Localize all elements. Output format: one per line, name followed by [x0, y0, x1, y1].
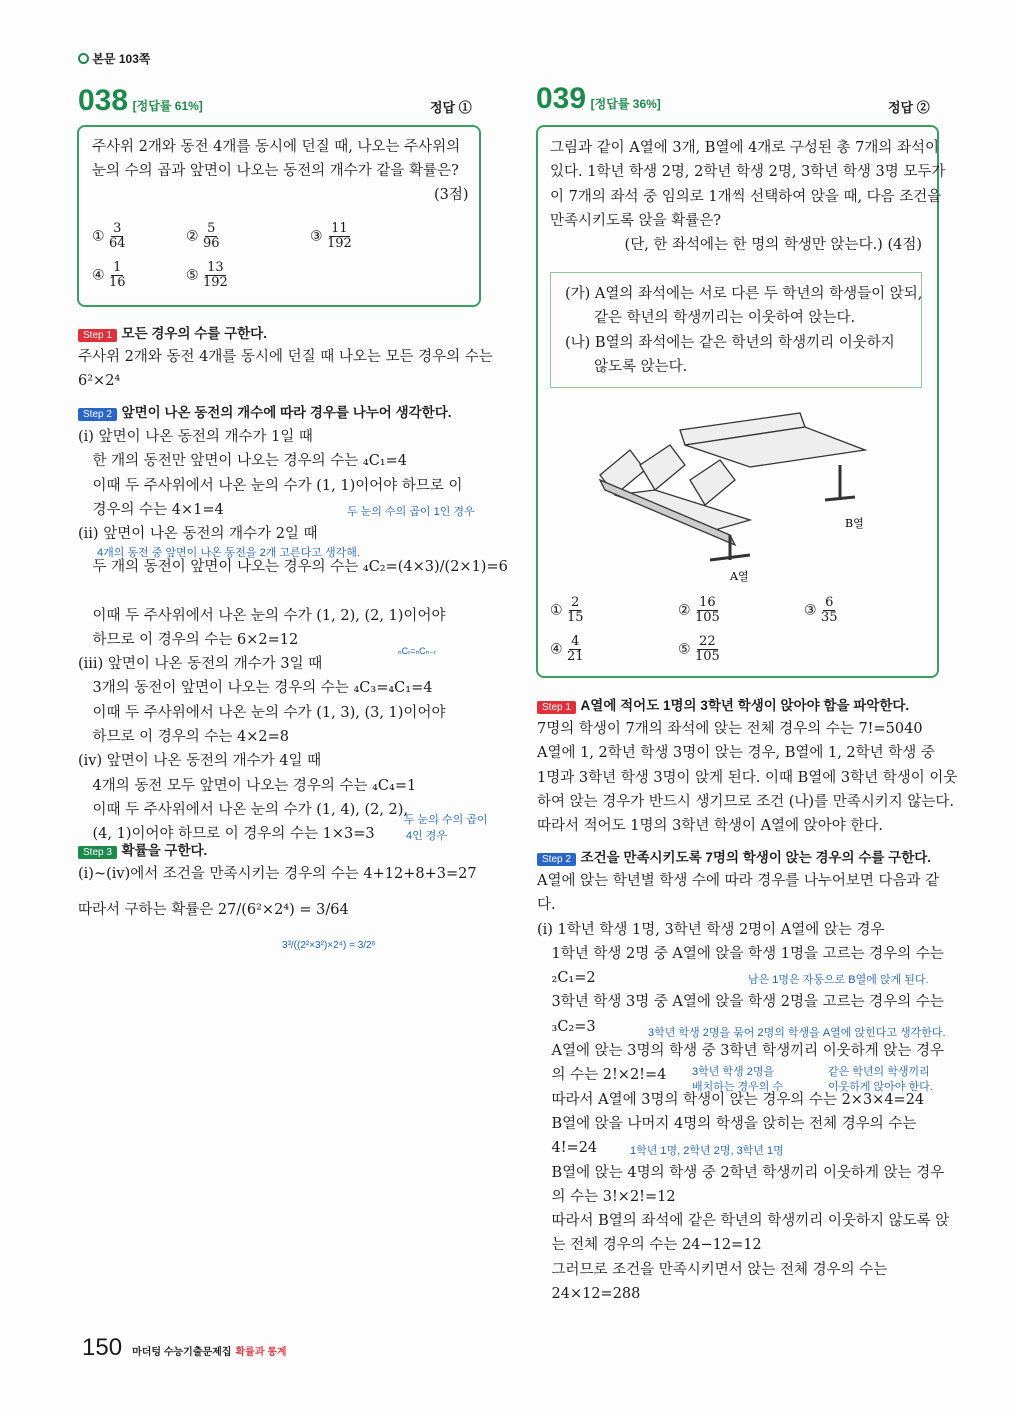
step3-heading: [78, 839, 207, 859]
solution-line: 한 개의 동전만 앞면이 나오는 경우의 수는 ₄C₁=4: [78, 453, 407, 470]
numerator: 13: [207, 260, 224, 275]
answer-label: 정답 ②: [888, 100, 930, 115]
answer-label: 정답 ①: [430, 100, 472, 115]
row-b-label: B열: [845, 517, 864, 530]
annotation: 배치하는 경우의 수: [692, 1081, 784, 1093]
step-badge: Step 1: [78, 329, 117, 342]
solution-line: 그러므로 조건을 만족시키면서 앉는 전체 경우의 수는: [537, 1261, 888, 1278]
solution-line: 7명의 학생이 7개의 좌석에 앉는 전체 경우의 수는 7!=5040: [537, 721, 923, 737]
subject-title: 확률과 통계: [235, 1347, 287, 1358]
numerator: 1: [113, 260, 122, 275]
solution-line: 는 전체 경우의 수는 24−12=12: [537, 1237, 762, 1254]
choice-mark: ④: [92, 267, 105, 284]
choice-mark: ②: [186, 228, 199, 245]
annotation: 남은 1명은 자동으로 B열에 앉게 된다.: [748, 974, 929, 986]
solution-line: 의 수는 2!×2!=4: [537, 1067, 667, 1084]
solution-lines: [78, 345, 493, 394]
choice-3: [804, 596, 838, 625]
solution-line: 이때 두 주사위에서 나온 눈의 수가 (1, 1)이어야 하므로 이: [78, 477, 463, 494]
question-line: 이 7개의 좌석 중 임의로 1개씩 선택하여 앉을 때, 다음 조건을: [550, 188, 942, 205]
solution-line: 6²×2⁴: [78, 373, 121, 390]
choice-4: [92, 261, 126, 290]
solution-line: 이때 두 주사위에서 나온 눈의 수가 (1, 2), (2, 1)이어야: [78, 607, 446, 624]
numerator: 6: [825, 595, 834, 610]
question-lines: [92, 135, 460, 184]
solution-lines: [78, 862, 477, 923]
choice-mark: ①: [550, 602, 563, 619]
fraction: [567, 596, 584, 625]
choice-mark: ③: [310, 228, 323, 245]
annotation: 1학년 1명, 2학년 2명, 3학년 1명: [630, 1145, 784, 1157]
step-badge: Step 2: [537, 853, 576, 866]
choice-1: [550, 596, 584, 625]
step-title: 모든 경우의 수를 구한다.: [121, 326, 267, 341]
denominator: 35: [821, 610, 838, 625]
choice-mark: ①: [92, 228, 105, 245]
fraction: [695, 596, 720, 625]
fraction: [327, 222, 352, 251]
choice-mark: ④: [550, 641, 563, 658]
annotation: 두 눈의 수의 곱이: [404, 814, 488, 826]
annotation: 같은 학년의 학생끼리: [828, 1066, 930, 1078]
solution-line: (iv) 앞면이 나온 동전의 개수가 4일 때: [78, 753, 322, 770]
solution-line: B열에 앉을 나머지 4명의 학생을 앉히는 전체 경우의 수는: [537, 1115, 917, 1132]
solution-line: 1학년 학생 2명 중 A열에 앉을 학생 1명을 고르는 경우의 수는: [537, 945, 944, 962]
fraction: [203, 261, 228, 290]
solution-line: (4, 1)이어야 하므로 이 경우의 수는 1×3=3: [78, 826, 375, 843]
solution-line: 두 개의 동전이 앞면이 나오는 경우의 수는 ₄C₂=(4×3)/(2×1)=6: [78, 559, 508, 575]
book-title: 마더텅 수능기출문제집: [132, 1347, 232, 1358]
denominator: 192: [203, 275, 228, 290]
footer: [82, 1334, 287, 1362]
step2-heading: [537, 846, 931, 866]
numerator: 11: [331, 221, 348, 236]
denominator: 21: [567, 649, 584, 664]
numerator: 16: [699, 595, 716, 610]
page-reference: [78, 50, 150, 67]
solution-line: ₂C₁=2: [537, 970, 596, 987]
choice-mark: ⑤: [678, 641, 691, 658]
solution-line: 이때 두 주사위에서 나온 눈의 수가 (1, 4), (2, 2),: [78, 801, 409, 818]
solution-line: 의 수는 3!×2!=12: [537, 1188, 676, 1205]
question-line: (단, 한 좌석에는 한 명의 학생만 앉는다.) (4점): [624, 237, 922, 254]
correct-rate: [정답률 61%]: [132, 99, 203, 113]
fraction: [203, 222, 220, 251]
seats-figure: [590, 405, 890, 585]
annotation: 3학년 학생 2명을 묶어 2명의 학생을 A열에 앉힌다고 생각한다.: [648, 1027, 946, 1039]
denominator: 64: [109, 236, 126, 251]
condition-line: 같은 학년의 학생끼리는 이웃하여 앉는다.: [565, 310, 856, 327]
annotation: 두 눈의 수의 곱이 1인 경우: [347, 506, 475, 518]
question-line: 만족시키도록 앉을 확률은?: [550, 212, 722, 229]
solution-line: (ii) 앞면이 나온 동전의 개수가 2일 때: [78, 526, 318, 543]
choice-mark: ⑤: [186, 267, 199, 284]
numerator: 22: [699, 634, 716, 649]
condition-line: (나) B열의 좌석에는 같은 학년의 학생끼리 이웃하지: [565, 334, 895, 351]
solution-line: (i)~(iv)에서 조건을 만족시키는 경우의 수는 4+12+8+3=27: [78, 866, 477, 882]
numerator: 5: [207, 221, 216, 236]
question-lines: [550, 136, 946, 257]
solution-line: 3학년 학생 3명 중 A열에 앉을 학생 2명을 고르는 경우의 수는: [537, 994, 944, 1011]
denominator: 192: [327, 236, 352, 251]
annotation: 이웃하게 앉아야 한다.: [828, 1081, 933, 1093]
fraction: [695, 635, 720, 664]
annotation: 3학년 학생 2명을: [692, 1066, 775, 1078]
circle-icon: [78, 53, 89, 64]
page-number: 150: [82, 1334, 123, 1361]
choice-5: [678, 635, 720, 664]
q38-header: [78, 84, 203, 118]
solution-line: B열에 앉는 4명의 학생 중 2학년 학생끼리 이웃하게 앉는 경우: [537, 1164, 945, 1181]
step-title: 조건을 만족시키도록 7명의 학생이 앉는 경우의 수를 구한다.: [580, 850, 932, 865]
solution-line: 주사위 2개와 동전 4개를 동시에 던질 때 나오는 모든 경우의 수는: [78, 349, 493, 365]
denominator: 96: [203, 236, 220, 251]
condition-lines: [565, 282, 922, 379]
solution-line: 24×12=288: [537, 1286, 641, 1303]
numerator: 2: [571, 595, 580, 610]
step-title: 앞면이 나온 동전의 개수에 따라 경우를 나누어 생각한다.: [121, 405, 452, 420]
denominator: 105: [695, 610, 720, 625]
choice-mark: ②: [678, 602, 691, 619]
choice-3: [310, 222, 352, 251]
question-line: 그림과 같이 A열에 3개, B열에 4개로 구성된 총 7개의 좌석이: [550, 140, 940, 156]
solution-line: 하므로 이 경우의 수는 4×2=8: [78, 729, 289, 746]
question-line: 눈의 수의 곱과 앞면이 나오는 동전의 개수가 같을 확률은?: [92, 163, 459, 180]
solution-line: 3개의 동전이 앞면이 나오는 경우의 수는 ₄C₃=₄C₁=4: [78, 680, 433, 697]
row-a-label: A열: [730, 570, 749, 583]
choice-1: [92, 222, 126, 251]
step-badge: Step 2: [78, 408, 117, 421]
step1-heading: [537, 694, 909, 714]
numerator: 3: [113, 221, 122, 236]
solution-line: (i) 1학년 학생 1명, 3학년 학생 2명이 A열에 앉는 경우: [537, 921, 885, 938]
choice-mark: ③: [804, 602, 817, 619]
condition-line: 않도록 앉는다.: [565, 358, 688, 375]
question-number: 039: [536, 82, 587, 115]
solution-line: 따라서 B열의 좌석에 같은 학년의 학생끼리 이웃하지 않도록 앉: [537, 1213, 950, 1230]
solution-line: 따라서 적어도 1명의 3학년 학생이 A열에 앉아야 한다.: [537, 818, 883, 835]
condition-line: (가) A열의 좌석에는 서로 다른 두 학년의 학생들이 앉되,: [565, 286, 923, 302]
solution-line: A열에 앉는 학년별 학생 수에 따라 경우를 나누어보면 다음과 같: [537, 873, 940, 889]
solution-line: (iii) 앞면이 나온 동전의 개수가 3일 때: [78, 656, 323, 673]
question-number: 038: [78, 84, 129, 117]
fraction: [109, 222, 126, 251]
annotation: 4인 경우: [406, 830, 448, 842]
solution-lines: [78, 425, 463, 546]
solution-line: 따라서 A열에 3명의 학생이 앉는 경우의 수는 2×3×4=24: [537, 1091, 925, 1108]
reference-text: 본문 103쪽: [92, 52, 151, 66]
question-line: 있다. 1학년 학생 2명, 2학년 학생 2명, 3학년 학생 3명 모두가: [550, 164, 946, 181]
solution-line: A열에 앉는 3명의 학생 중 3학년 학생끼리 이웃하게 앉는 경우: [537, 1043, 945, 1060]
solution-line: 하여 앉는 경우가 반드시 생기므로 조건 (나)를 만족시키지 않는다.: [537, 793, 954, 810]
solution-line: [78, 579, 508, 603]
solution-line: 이때 두 주사위에서 나온 눈의 수가 (1, 3), (3, 1)이어야: [78, 704, 446, 721]
choice-2: [186, 222, 220, 251]
solution-line: ₃C₂=3: [537, 1018, 596, 1035]
step-title: 확률을 구한다.: [121, 843, 208, 858]
choice-2: [678, 596, 720, 625]
solution-lines: [78, 555, 508, 847]
choice-4: [550, 635, 584, 664]
step-title: A열에 적어도 1명의 3학년 학생이 앉아야 함을 파악한다.: [580, 698, 910, 713]
choice-5: [186, 261, 228, 290]
solution-line: (i) 앞면이 나온 동전의 개수가 1일 때: [78, 429, 313, 445]
solution-lines: [537, 717, 957, 838]
denominator: 105: [695, 649, 720, 664]
numerator: 4: [571, 634, 580, 649]
fraction: [567, 635, 584, 664]
denominator: 15: [567, 610, 584, 625]
solution-line: 1명과 3학년 학생 3명이 앉게 된다. 이때 B열에 3학년 학생이 이웃: [537, 769, 958, 786]
solution-line: 경우의 수는 4×1=4: [78, 501, 224, 518]
step1-heading: [78, 322, 267, 342]
annotation: ₙCᵣ=ₙCₙ₋ᵣ: [398, 646, 437, 656]
correct-rate: [정답률 36%]: [590, 97, 661, 111]
q39-header: [536, 82, 661, 116]
annotation: 3³/((2²×3²)×2⁴) = 3/2⁶: [282, 940, 376, 951]
solution-line: 다.: [537, 897, 556, 914]
solution-line: 4개의 동전 모두 앞면이 나오는 경우의 수는 ₄C₄=1: [78, 777, 417, 794]
solution-line: 따라서 구하는 확률은 27/(6²×2⁴) = 3/64: [78, 902, 349, 919]
annotation: 4개의 동전 중 앞면이 나온 동전을 2개 고른다고 생각해.: [97, 547, 360, 559]
points: (3점): [434, 187, 469, 203]
denominator: 16: [109, 275, 126, 290]
solution-line: 4!=24: [537, 1140, 598, 1157]
solution-line: A열에 1, 2학년 학생 3명이 앉는 경우, B열에 1, 2학년 학생 중: [537, 745, 935, 762]
step-badge: Step 1: [537, 701, 576, 714]
step-badge: Step 3: [78, 846, 117, 859]
fraction: [821, 596, 838, 625]
question-line: 주사위 2개와 동전 4개를 동시에 던질 때, 나오는 주사위의: [92, 139, 461, 155]
fraction: [109, 261, 126, 290]
step2-heading: [78, 401, 451, 421]
solution-line: 하므로 이 경우의 수는 6×2=12: [78, 631, 299, 648]
